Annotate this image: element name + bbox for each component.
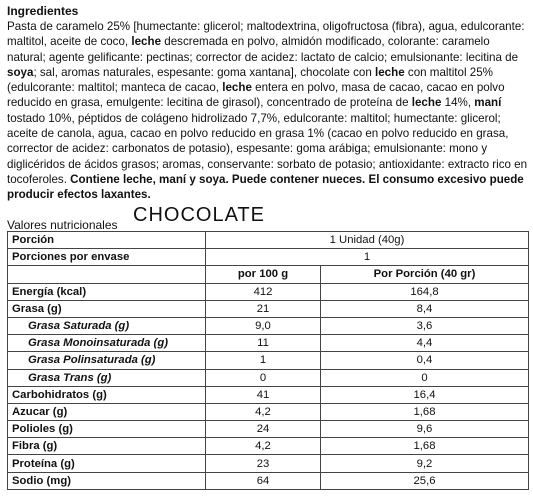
ingredients-text [7,19,529,203]
nutrient-per-portion: 16,4 [321,386,529,403]
nutrient-row [8,369,529,386]
nutrient-name: Fibra (g) [8,438,206,455]
nutrient-name: Grasa Monoinsaturada (g) [8,335,206,352]
column-header-row [8,266,529,283]
nutrient-name: Energía (kcal) [8,283,206,300]
nutrient-name: Polioles (g) [8,421,206,438]
nutrient-row [8,300,529,317]
nutrient-per-portion: 0 [321,369,529,386]
nutrient-name: Grasa Polinsaturada (g) [8,352,206,369]
nutrient-row [8,455,529,472]
header-per-100g: por 100 g [206,266,321,283]
nutrient-per-100g: 412 [206,283,321,300]
nutrient-name: Grasa (g) [8,300,206,317]
nutrient-row [8,317,529,334]
ingredient-allergen-text: leche [375,65,405,79]
nutrition-heading: Valores nutricionales [7,218,118,232]
header-empty [8,266,206,283]
nutrient-name: Grasa Trans (g) [8,369,206,386]
ingredient-allergen-text: soya [7,65,34,79]
nutrient-row [8,335,529,352]
header-per-portion: Por Porción (40 gr) [321,266,529,283]
ingredient-allergen-text: maní [474,96,502,110]
portion-row [8,232,529,249]
nutrient-row [8,283,529,300]
nutrient-per-100g: 9,0 [206,317,321,334]
nutrient-per-100g: 11 [206,335,321,352]
ingredient-allergen-text: leche [131,35,162,49]
nutrient-per-100g: 23 [206,455,321,472]
nutrient-row [8,352,529,369]
ingredient-text: 14%, [441,96,475,110]
nutrient-per-100g: 0 [206,369,321,386]
portion-label: Porción [8,232,206,249]
nutrient-row [8,386,529,403]
nutrient-per-portion: 164,8 [321,283,529,300]
nutrient-per-portion: 8,4 [321,300,529,317]
nutrient-name: Carbohidratos (g) [8,386,206,403]
ingredient-text: Pasta de caramelo 25% [humectante: glicerol; maltodextrina, oligofructosa (fibra), agua, edulcorante: maltitol, aceite de coco, [7,20,525,49]
ingredient-text: ; sal, aromas naturales, espesante: goma xantana], chocolate con [33,65,376,79]
nutrient-row [8,403,529,420]
nutrient-per-100g: 4,2 [206,403,321,420]
servings-value: 1 [206,249,529,266]
nutrient-row [8,438,529,455]
nutrient-per-100g: 24 [206,421,321,438]
servings-label: Porciones por envase [8,249,206,266]
servings-row [8,249,529,266]
nutrient-name: Sodio (mg) [8,472,206,489]
nutrient-per-portion: 9,6 [321,421,529,438]
ingredient-allergen-text: leche [411,96,442,110]
nutrient-per-portion: 4,4 [321,335,529,352]
nutrient-per-portion: 1,68 [321,403,529,420]
nutrient-per-portion: 1,68 [321,438,529,455]
ingredient-text: descremada en polvo, almidón modificado, colorante: caramelo natural; agente gelificante: pectinas; corrector de acidez: lactato de calcio; emulsionante: lecitina de [7,35,519,64]
nutrient-row [8,472,529,489]
nutrient-per-portion: 9,2 [321,455,529,472]
nutrient-name: Proteína (g) [8,455,206,472]
nutrient-per-portion: 3,6 [321,317,529,334]
nutrient-per-portion: 0,4 [321,352,529,369]
nutrient-name: Azucar (g) [8,403,206,420]
ingredient-allergen-text: leche [222,81,252,95]
ingredients-heading: Ingredientes [7,4,79,18]
portion-value: 1 Unidad (40g) [206,232,529,249]
nutrient-name: Grasa Saturada (g) [8,317,206,334]
ingredient-text: con maltitol 25% (edulcorante: maltitol; manteca de cacao, [7,65,493,95]
nutrient-per-100g: 41 [206,386,321,403]
nutrient-per-100g: 21 [206,300,321,317]
nutrient-per-100g: 1 [206,352,321,369]
ingredient-text: entera en polvo, masa de cacao, cacao en polvo reducido en grasa, emulgente: lecitina de girasol), concentrado de proteína de [7,81,505,110]
nutrient-row [8,421,529,438]
ingredient-allergen-text: Contiene leche, maní y soya. Puede contener nueces. El consumo excesivo puede producir efectos laxantes. [7,172,524,202]
nutrient-per-portion: 25,6 [321,472,529,489]
nutrition-table [7,231,529,490]
product-title: CHOCOLATE [133,204,265,226]
nutrient-per-100g: 4,2 [206,438,321,455]
nutrient-per-100g: 64 [206,472,321,489]
ingredient-text: tostado 10%, péptidos de colágeno hidrolizado 7,7%, edulcorante: maltitol; humectante: glicerol; aceite de canola, agua, cacao en polvo reducido en grasa 1% (cacao en polvo reducido en grasa, corrector de acidez: carbonatos de potasio), espesante: goma arábiga; emulsionante: mono y diglicéridos de ácidos grasos; aromas, conservante: sorbato de potasio; antioxidante: extracto rico en tocoferoles. [7,111,528,186]
